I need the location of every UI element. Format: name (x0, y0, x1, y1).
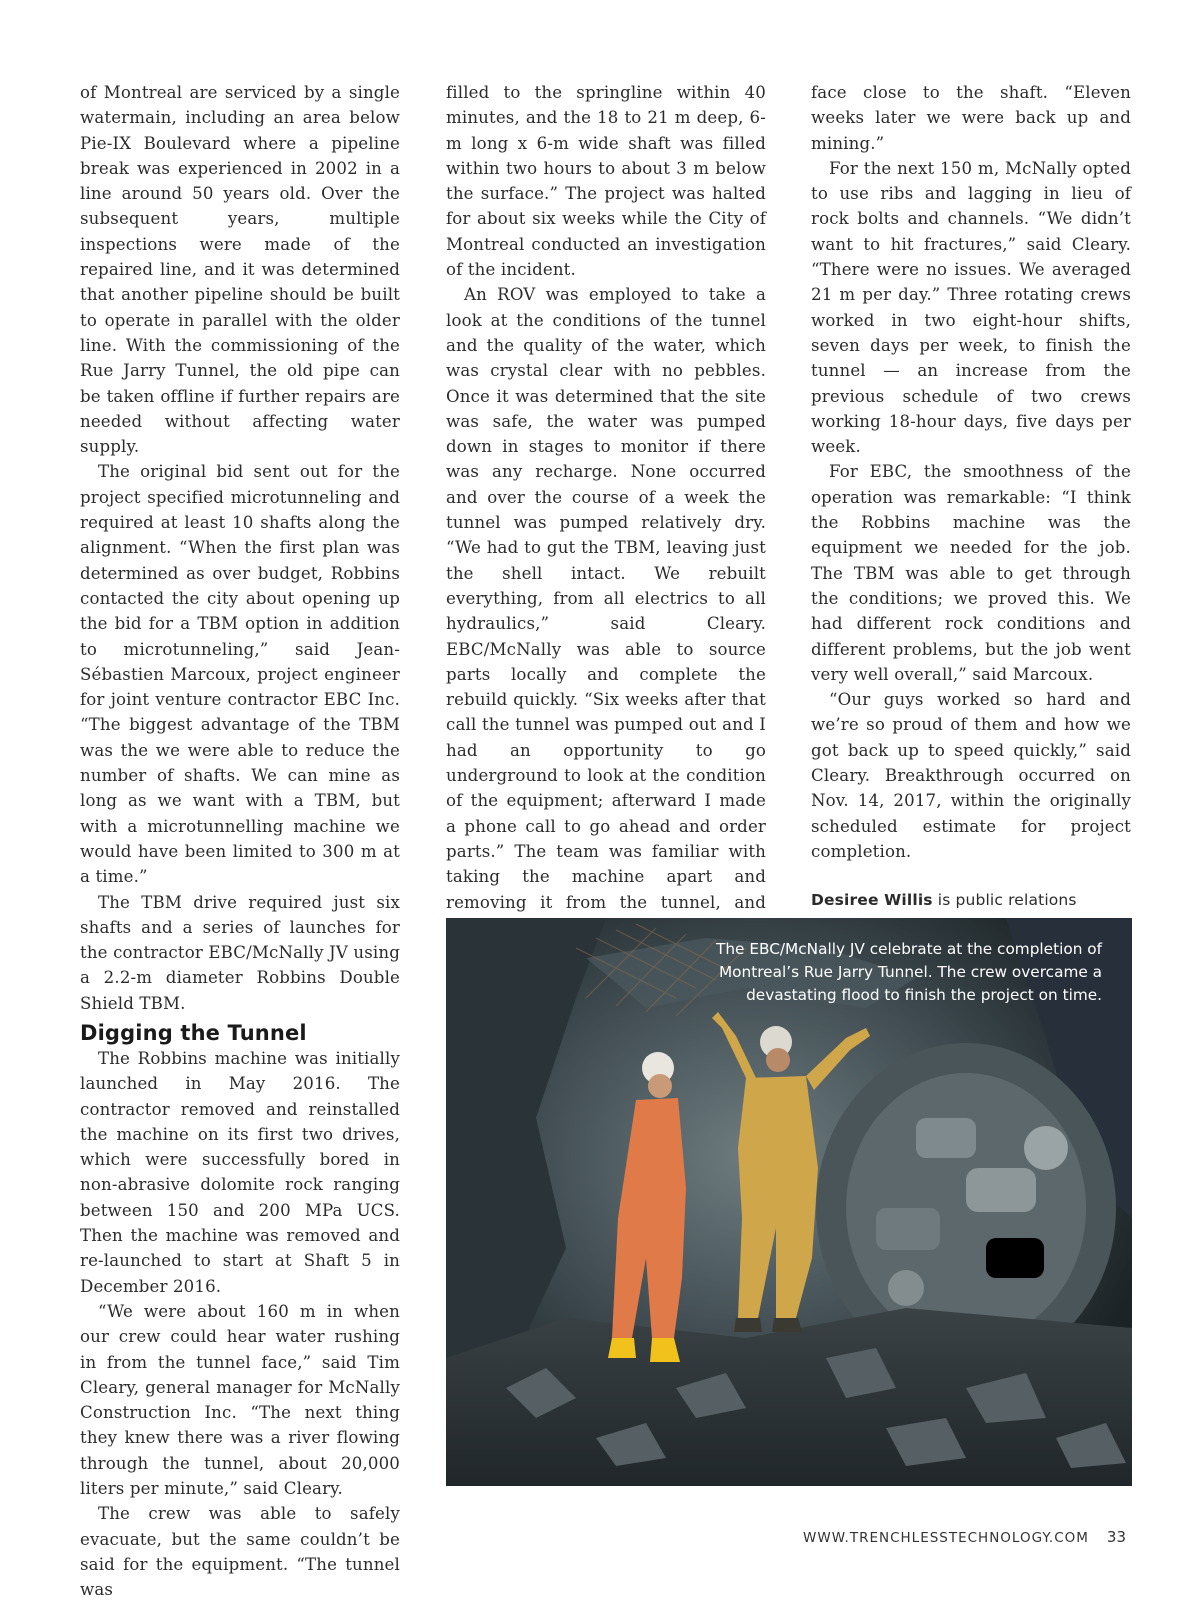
website-url: WWW.TRENCHLESSTECHNOLOGY.COM (803, 1530, 1089, 1546)
paragraph: “Our guys worked so hard and we’re so proud of them and how we got back up to speed quickly,” said Cleary. Breakthrough occurred on Nov. 14, 2017, within the originally scheduled estimate for project completion. (811, 690, 1131, 861)
tunnel-crew-photo (446, 918, 1132, 1486)
paragraph: The original bid sent out for the project specified microtunneling and required at least 10 shafts along the alignment. “When the first plan was determined as over budget, Robbins contacted the city about opening up the bid for a TBM option in addition to microtunneling,” said Jean-Sébastien Marcoux, project engineer for joint venture contractor EBC Inc. “The biggest advantage of the TBM was the we were able to reduce the number of shafts. We can mine as long as we want with a TBM, but with a microtunnelling machine we would have been limited to 300 m at a time.” (80, 462, 400, 887)
paragraph: For the next 150 m, McNally opted to use ribs and lagging in lieu of rock bolts and channels. “We didn’t want to hit fractures,” said Cleary. “There were no issues. We averaged 21 m per day.” Three rotating crews worked in two eight-hour shifts, seven days per week, to finish the tunnel — an increase from the previous schedule of two crews working 18-hour days, five days per week. (811, 158, 1131, 457)
article-column-3 (811, 80, 1131, 938)
article-column-1 (80, 80, 400, 1603)
paragraph: filled to the springline within 40 minutes, and the 18 to 21 m deep, 6-m long x 6-m wide shaft was filled within two hours to about 3 m below the surface.” The project was halted for about six weeks while the City of Montreal conducted an investigation of the incident. (446, 83, 766, 280)
author-name: Desiree Willis (811, 891, 933, 910)
paragraph: The crew was able to safely evacuate, but the same couldn’t be said for the equipment. “The tunnel was (80, 1504, 400, 1600)
paragraph: of Montreal are serviced by a single watermain, including an area below Pie-IX Boulevard where a pipeline break was experienced in 2002 in a line around 50 years old. Over the subsequent years, multiple inspections were made of the repaired line, and it was determined that another pipeline should be built to operate in parallel with the older line. With the commissioning of the Rue Jarry Tunnel, the old pipe can be taken offline if further repairs are needed without affecting water supply. (80, 83, 400, 457)
paragraph: The Robbins machine was initially launched in May 2016. The contractor removed and reinstalled the machine on its first two drives, which were successfully bored in non-abrasive dolomite rock ranging between 150 and 200 MPa UCS. Then the machine was removed and re-launched to start at Shaft 5 in December 2016. (80, 1048, 400, 1296)
article-column-2 (446, 80, 766, 940)
paragraph: An ROV was employed to take a look at the conditions of the tunnel and the quality of the water, which was crystal clear with no pebbles. Once it was determined that the site was safe, the water was pumped down in stages to monitor if there was any recharge. None occurred and over the course of a week the tunnel was pumped relatively dry. “We had to gut the TBM, leaving just the shell intact. We rebuilt everything, from all electrics to all hydraulics,” said Cleary. EBC/McNally was able to source parts locally and complete the rebuild quickly. “Six weeks after that call the tunnel was pumped out and I had an opportunity to go underground to look at the condition of the equipment; afterward I made a phone call to go ahead and order parts.” The team was familiar with taking the machine apart and removing it from the tunnel, and (446, 285, 766, 912)
section-heading: Digging the Tunnel (80, 1020, 307, 1045)
author-description: is public relations (937, 891, 1077, 910)
paragraph: The TBM drive required just six shafts and a series of launches for the contractor EBC/McNally JV using a 2.2-m diameter Robbins Double Shield TBM. (80, 892, 400, 1013)
page-number: 33 (1106, 1528, 1126, 1546)
paragraph: For EBC, the smoothness of the operation was remarkable: “I think the Robbins machine was the equipment we needed for the job. The TBM was able to get through the conditions; we proved this. We had different rock conditions and different problems, but the job went very well overall,” said Marcoux. (811, 462, 1131, 684)
paragraph: “We were about 160 m in when our crew could hear water rushing in from the tunnel face,” said Tim Cleary, general manager for McNally Construction Inc. “The next thing they knew there was a river flowing through the tunnel, about 20,000 liters per minute,” said Cleary. (80, 1301, 400, 1499)
page-footer (803, 1528, 1126, 1546)
photo-caption: The EBC/McNally JV celebrate at the completion of Montreal’s Rue Jarry Tunnel. The crew overcame a devastating flood to finish the project on time. (716, 940, 1102, 1004)
paragraph: face close to the shaft. “Eleven weeks later we were back up and mining.” (811, 83, 1131, 153)
